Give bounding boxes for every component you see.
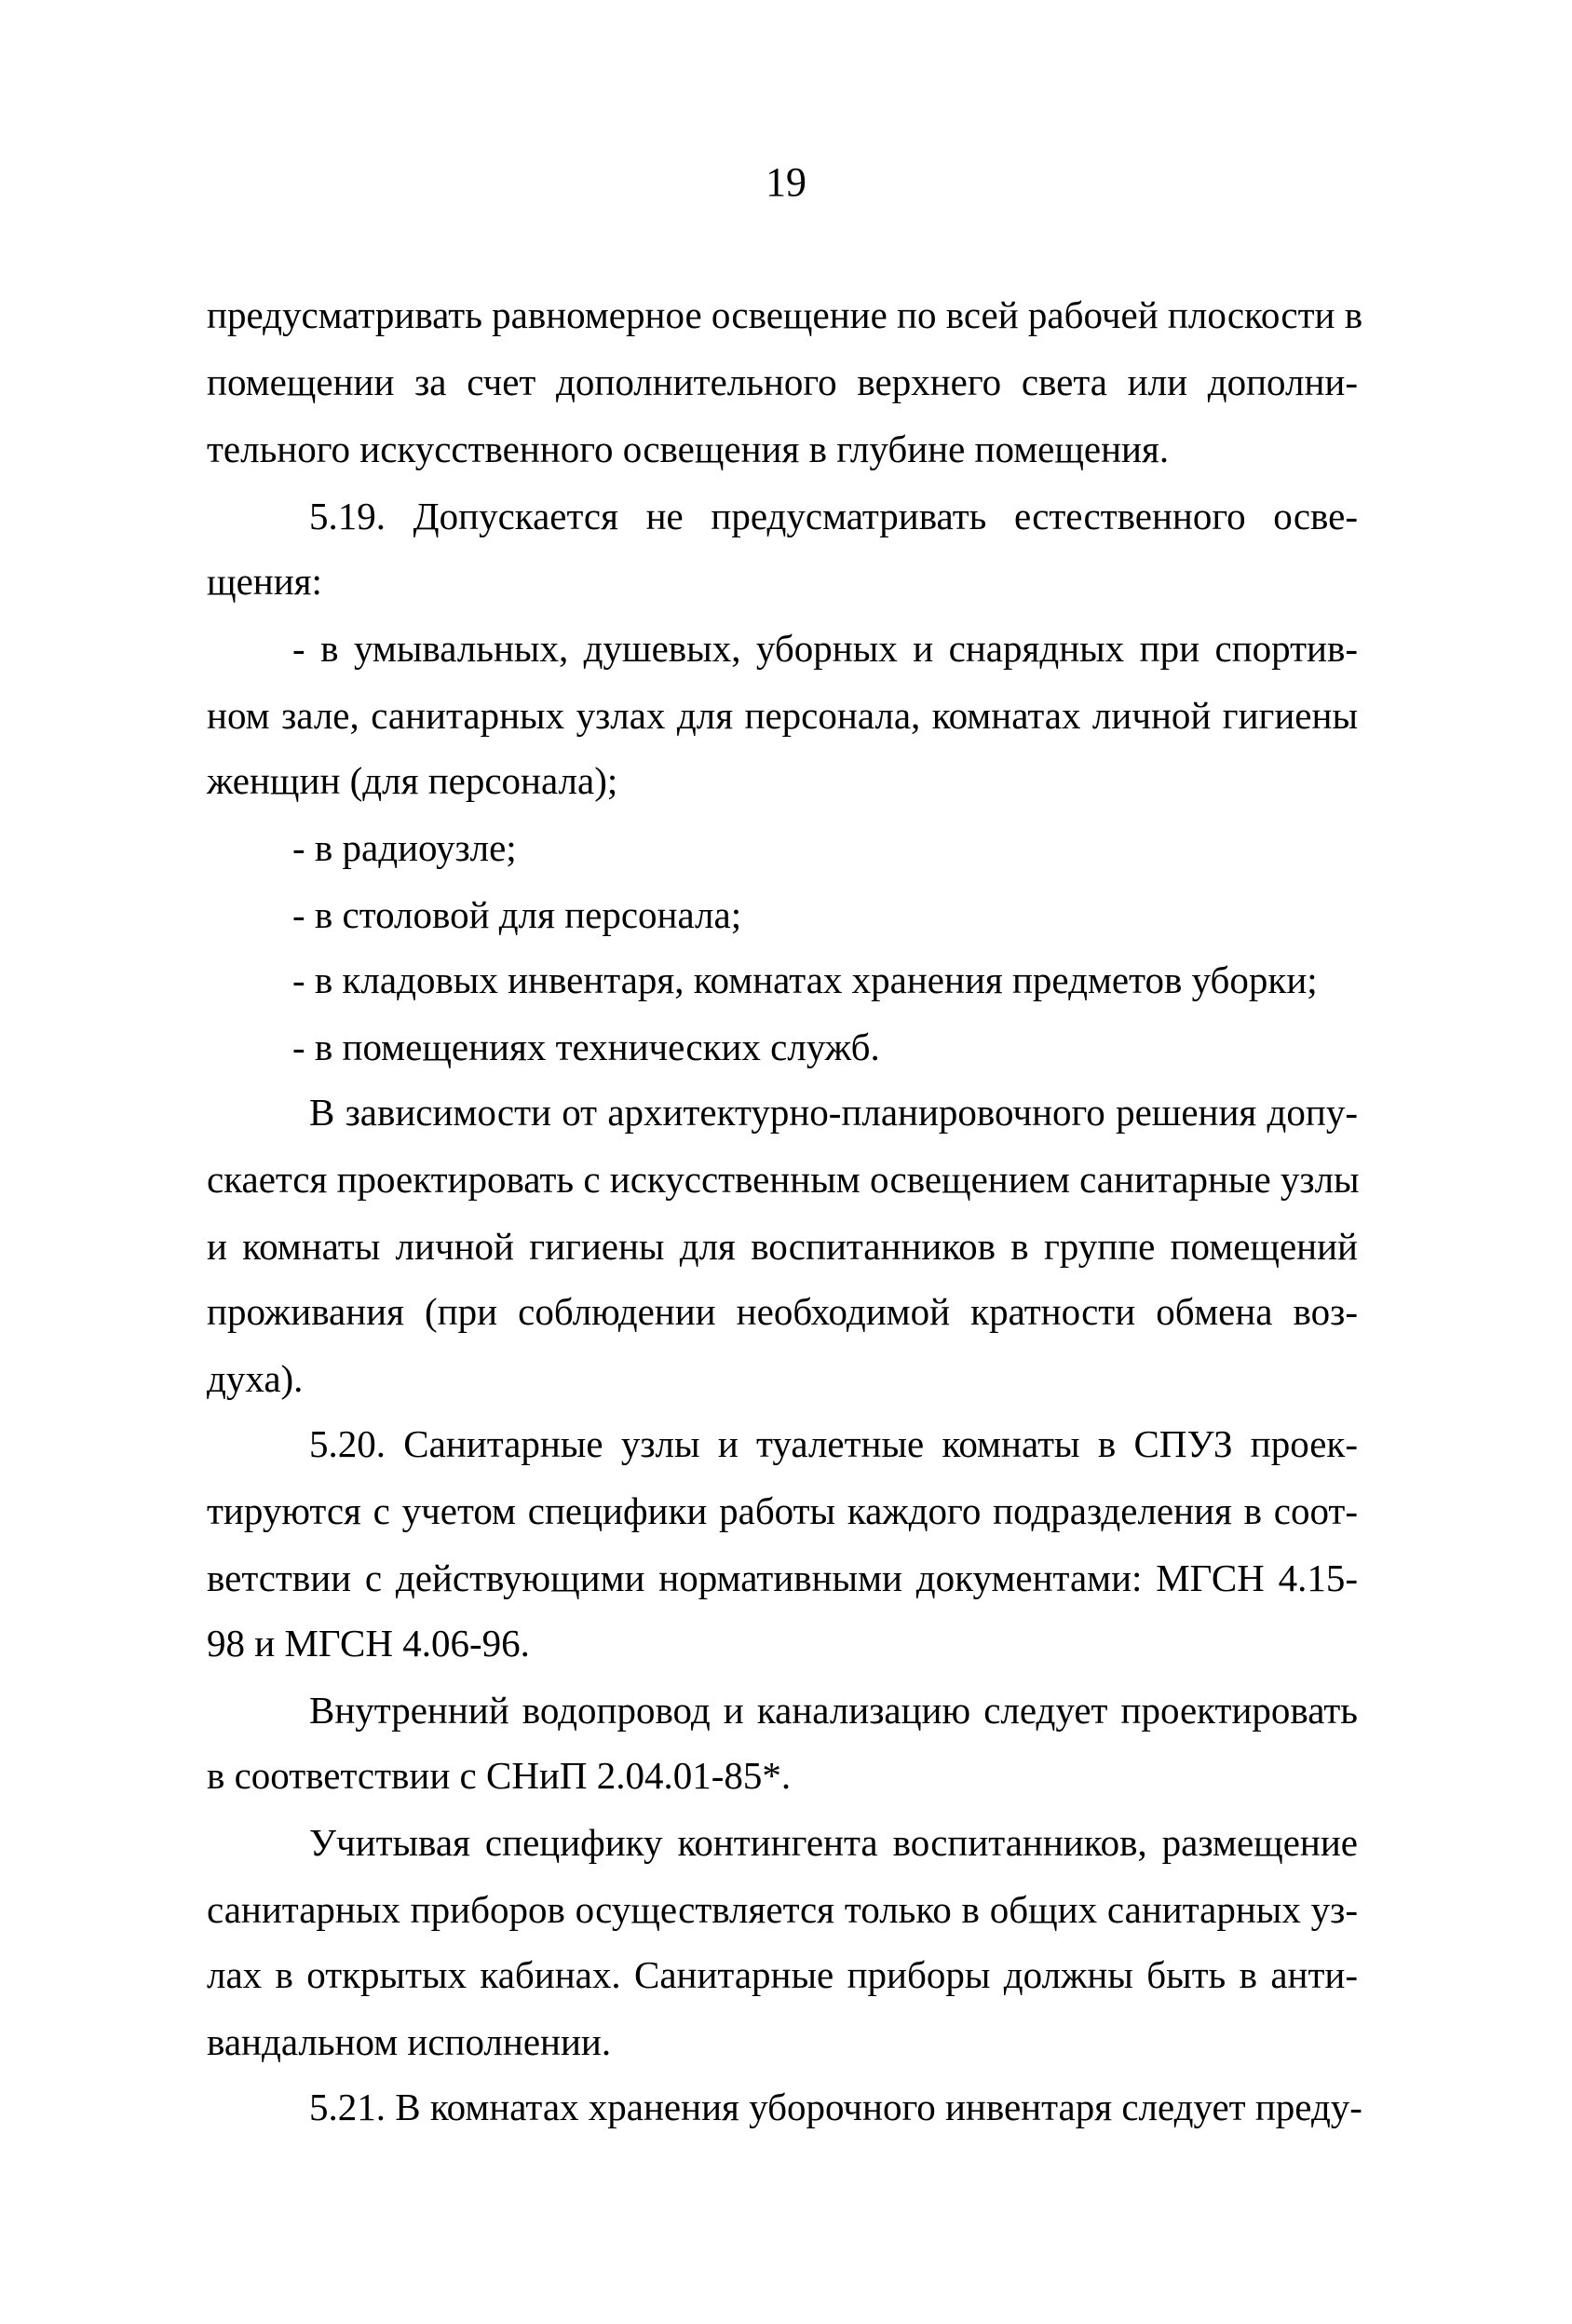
list-item: - в умывальных, душевых, уборных и снарядных при спортив- bbox=[292, 627, 1358, 670]
text-line: санитарных приборов осуществляется только в общих санитарных уз- bbox=[207, 1888, 1358, 1931]
text-line: тельного искусственного освещения в глубине помещения. bbox=[207, 428, 1170, 470]
text-line: помещении за счет дополнительного верхнего света или дополни- bbox=[207, 360, 1358, 403]
text-line: лах в открытых кабинах. Санитарные приборы должны быть в анти- bbox=[207, 1953, 1358, 1996]
text-line: предусматривать равномерное освещение по всей рабочей плоскости в bbox=[207, 293, 1363, 336]
section-5-21-heading: 5.21. В комнатах хранения уборочного инвентаря следует преду- bbox=[309, 2086, 1362, 2128]
text-line: скается проектировать с искусственным освещением санитарные узлы bbox=[207, 1158, 1360, 1201]
list-item: - в помещениях технических служб. bbox=[292, 1026, 880, 1068]
section-5-20-heading: 5.20. Санитарные узлы и туалетные комнаты в СПУЗ проек- bbox=[309, 1422, 1358, 1465]
page-number: 19 bbox=[766, 159, 806, 205]
text-line: Учитывая специфику контингента воспитанников, размещение bbox=[309, 1821, 1358, 1864]
text-line: духа). bbox=[207, 1357, 304, 1400]
text-line: женщин (для персонала); bbox=[207, 759, 618, 802]
text-line: и комнаты личной гигиены для воспитанников в группе помещений bbox=[207, 1225, 1358, 1268]
section-5-19-heading: 5.19. Допускается не предусматривать естественного осве- bbox=[309, 495, 1358, 537]
text-line: в соответствии с СНиП 2.04.01-85*. bbox=[207, 1754, 792, 1797]
list-item: - в кладовых инвентаря, комнатах хранения предметов уборки; bbox=[292, 958, 1318, 1001]
text-line: ном зале, санитарных узлах для персонала, комнатах личной гигиены bbox=[207, 694, 1358, 737]
text-line: 98 и МГСН 4.06-96. bbox=[207, 1622, 530, 1665]
list-item: - в столовой для персонала; bbox=[292, 893, 742, 936]
list-item: - в радиоузле; bbox=[292, 826, 517, 869]
text-line: В зависимости от архитектурно-планировочного решения допу- bbox=[309, 1091, 1358, 1134]
text-line: щения: bbox=[207, 560, 322, 603]
text-line: тируются с учетом специфики работы каждого подразделения в соот- bbox=[207, 1489, 1358, 1532]
text-line: Внутренний водопровод и канализацию следует проектировать bbox=[309, 1689, 1358, 1732]
text-line: проживания (при соблюдении необходимой кратности обмена воз- bbox=[207, 1290, 1358, 1333]
text-line: ветствии с действующими нормативными документами: МГСН 4.15- bbox=[207, 1556, 1358, 1599]
text-line: вандальном исполнении. bbox=[207, 2020, 612, 2063]
